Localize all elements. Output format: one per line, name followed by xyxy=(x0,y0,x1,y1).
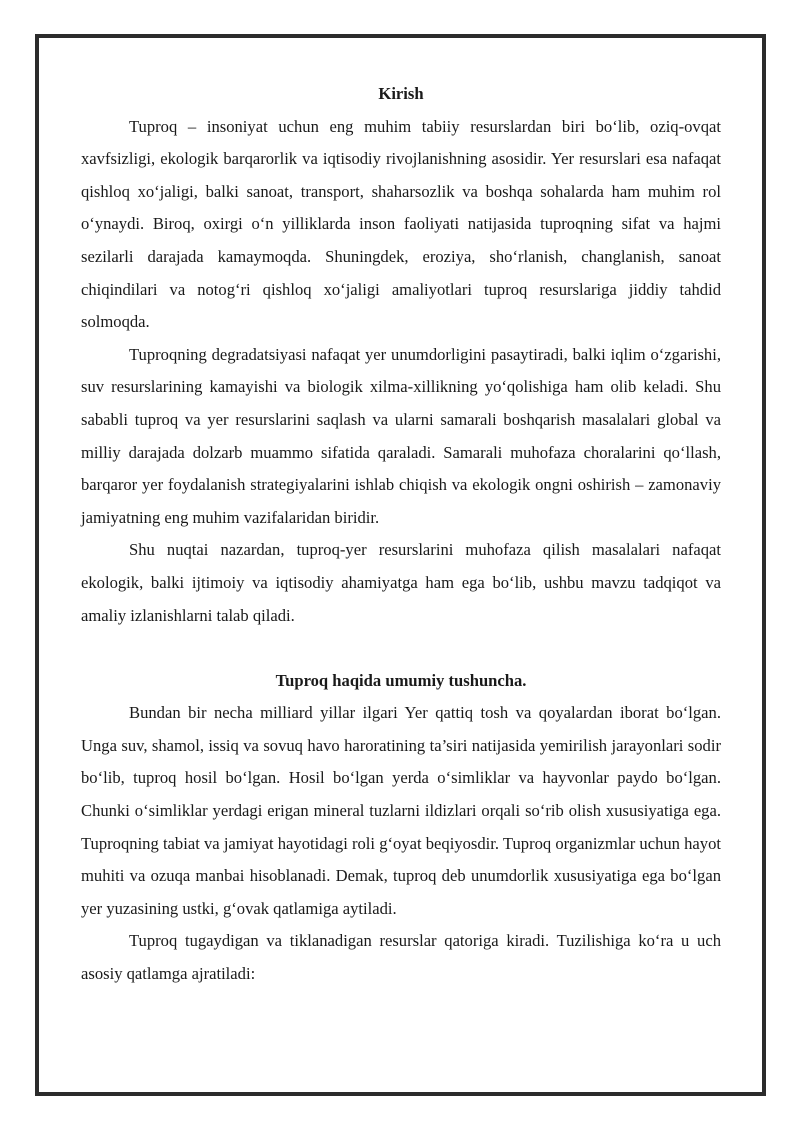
intro-paragraph-3: Shu nuqtai nazardan, tuproq-yer resurslarini muhofaza qilish masalalari nafaqat ekologik, balki ijtimoiy va iqtisodiy ahamiyatga ham ega bo‘lib, ushbu mavzu tadqiqot va amaliy izlanishlarni talab qiladi. xyxy=(81,540,721,625)
document-body xyxy=(81,78,721,991)
intro-heading: Kirish xyxy=(378,84,424,103)
section-paragraph-1: Bundan bir necha milliard yillar ilgari Yer qattiq tosh va qoyalardan iborat bo‘lgan. Unga suv, shamol, issiq va sovuq havo haroratining ta’siri natijasida yemirilish jarayonlari sodir bo‘lib, tuproq hosil bo‘lgan. Hosil bo‘lgan yerda o‘simliklar va hayvonlar paydo bo‘lgan. Chunki o‘simliklar yerdagi erigan mineral tuzlarni ildizlari orqali so‘rib olish xususiyatiga ega. Tuproqning tabiat va jamiyat hayotidagi roli g‘oyat beqiyosdir. Tuproq organizmlar uchun hayot muhiti va ozuqa manbai hisoblanadi. Demak, tuproq deb unumdorlik xususiyatiga ega bo‘lgan yer yuzasining ustki, g‘ovak qatlamiga aytiladi. xyxy=(81,703,721,918)
section-heading: Tuproq haqida umumiy tushuncha. xyxy=(275,670,527,690)
intro-paragraph-1: Tuproq – insoniyat uchun eng muhim tabiiy resurslardan biri bo‘lib, oziq-ovqat xavfsizligi, ekologik barqarorlik va iqtisodiy rivojlanishning asosidir. Yer resurslari esa nafaqat qishloq xo‘jaligi, balki sanoat, transport, shaharsozlik va boshqa sohalarda ham muhim rol o‘ynaydi. Biroq, oxirgi o‘n yilliklarda inson faoliyati natijasida tuproqning sifat va hajmi sezilarli darajada kamaymoqda. Shuningdek, eroziya, sho‘rlanish, changlanish, sanoat chiqindilari va notog‘ri qishloq xo‘jaligi amaliyotlari tuproq resurslariga jiddiy tahdid solmoqda. xyxy=(81,116,721,332)
section-paragraph-2: Tuproq tugaydigan va tiklanadigan resurslar qatoriga kiradi. Tuzilishiga ko‘ra u uch asosiy qatlamga ajratiladi: xyxy=(81,931,721,984)
intro-paragraph-2: Tuproqning degradatsiyasi nafaqat yer unumdorligini pasaytiradi, balki iqlim o‘zgarishi, suv resurslarining kamayishi va biologik xilma-xillikning yo‘qolishiga ham olib keladi. Shu sababli tuproq va yer resurslarini saqlash va ularni samarali boshqarish masalalari global va milliy darajada dolzarb muammo sifatida qaraladi. Samarali muhofaza choralarini qo‘llash, barqaror yer foydalanish strategiyalarini ishlab chiqish va ekologik ongni oshirish – zamonaviy jamiyatning eng muhim vazifalaridan biridir. xyxy=(81,344,721,527)
document-page xyxy=(35,34,766,1096)
